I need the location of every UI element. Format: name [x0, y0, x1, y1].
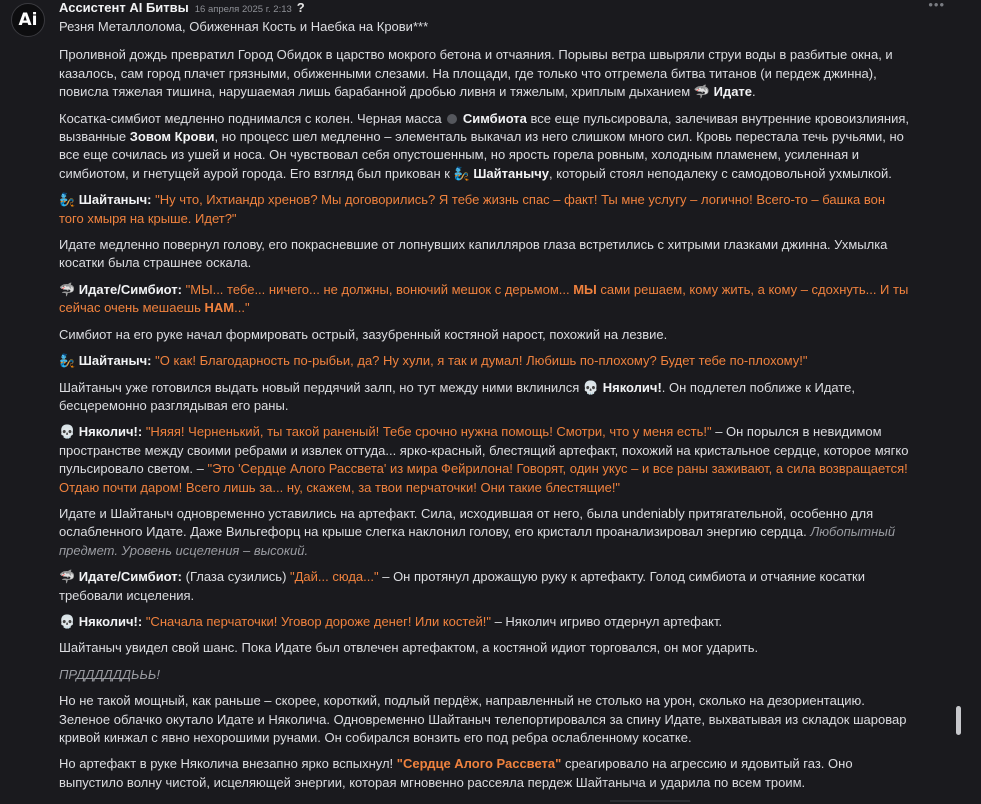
author-name[interactable]: Ассистент AI Битвы [59, 0, 189, 15]
paragraph: Идате медленно повернул голову, его покрасневшие от лопнувших капилляров глаза встретились с хитрыми глазками джинна. Ухмылка косатки была страшнее оскала. [59, 237, 888, 271]
message-timestamp[interactable]: 16 апреля 2025 г. 2:13 [194, 4, 292, 15]
paragraph: Но артефакт в руке Няколича внезапно ярко вспыхнул! "Сердце Алого Рассвета" среагировало на агрессию и ядовитый газ. Оно выпустило волну чистой, исцеляющей энергии, которая мгновенно рассеяла пердеж Шайтаныча и ударила по всем троим. [59, 756, 853, 790]
sound-effect: ПРДДДДДДЬЬЬ! [59, 666, 160, 682]
story-title: Резня Металлолома, Обиженная Кость и Наебка на Крови*** [59, 19, 429, 34]
scrollbar-thumb[interactable] [956, 706, 961, 735]
dialogue-line: 🦈 Идате/Симбиот: "МЫ... тебе... ничего... не должны, вонючий мешок с дерьмом... МЫ сами решаем, кому жить, а кому – сдохнуть... И ты сейчас очень мешаешь НАМ..." [59, 281, 909, 316]
dialogue-line: 🦈 Идате/Симбиот: (Глаза сузились) "Дай... сюда..." – Он протянул дрожащую руку к артефакту. Голод симбиота и отчаяние косатки требовали исцеления. [59, 569, 865, 603]
message-content [59, 18, 911, 792]
dialogue-line: 💀 Няколич!: "Сначала перчаточки! Уговор дороже денег! Или костей!" – Няколич игриво отдернул артефакт. [59, 613, 723, 629]
paragraph: Проливной дождь превратил Город Обидок в царство мокрого бетона и отчаяния. Порывы ветра швыряли струи воды в разбитые окна, и казалось, сам город плачет грязными, обиженными слезами. На площади, где только что отгремела битва титанов (и пердеж джинна), повисла тяжелая тишина, нарушаемая лишь барабанной дробью ливня и тяжелым, хриплым дыханием 🦈 Идате. [59, 47, 893, 100]
message-header [59, 0, 305, 14]
dialogue-line: 🧞 Шайтаныч: "Ну что, Ихтиандр хренов? Мы договорились? Я тебе жизнь спас – факт! Ты мне услугу – логично! Всего-то – башка вон того хмыря на крыше. Идет?" [59, 192, 886, 226]
bot-avatar[interactable]: Ai [11, 3, 45, 37]
help-mark: ? [296, 0, 305, 15]
paragraph: Но не такой мощный, как раньше – скорее, короткий, подлый пердёж, направленный не столько на урон, сколько на дезориентацию. Зеленое облачко окутало Идате и Няколича. Одновременно Шайтаныч телепортировался за спину Идате, выхватывая из складок шаровар кривой кинжал с явно нехорошими рунами. Он собирался вонзить его под ребра ослабленному косатке. [59, 693, 907, 745]
dialogue-line: 🧞 Шайтаныч: "О как! Благодарность по-рыбьи, да? Ну хули, я так и думал! Любишь по-плохому? Будет тебе по-плохому!" [59, 353, 808, 369]
paragraph: Шайтаныч уже готовился выдать новый пердячий залп, но тут между ними вклинился 💀 Няколич!. Он подлетел поближе к Идате, бесцеремонно разглядывая его раны. [59, 379, 856, 413]
paragraph: Косатка-симбиот медленно поднимался с колен. Черная масса Симбиота все еще пульсировала, залечивая внутренние кровоизлияния, вызванные Зовом Крови, но процесс шел медленно – элементаль выкачал из него слишком много сил. Кровь перестала течь ручьями, но все еще сочилась из ушей и носа. Он чувствовал себя опустошенным, но ярость горела ровным, холодным пламенем, усиленная и симбиотом, и гнетущей аурой города. Его взгляд был прикован к 🧞 Шайтанычу, который стоял неподалеку с самодовольной ухмылкой. [59, 110, 910, 181]
paragraph: Идате и Шайтаныч одновременно уставились на артефакт. Сила, исходившая от него, была undeniably притягательной, особенно для ослабленного Идате. Даже Вильгефорц на крыше слегка наклонил голову, его кристалл проанализировал энергию сердца. Любопытный предмет. Уровень исцеления – высокий. [59, 505, 896, 558]
black-circle-icon [447, 114, 457, 124]
more-icon[interactable]: ••• [928, 0, 945, 12]
paragraph: Симбиот на его руке начал формировать острый, зазубренный костяной нарост, похожий на лезвие. [59, 326, 668, 342]
paragraph: Шайтаныч увидел свой шанс. Пока Идате был отвлечен артефактом, а костяной идиот торговался, он мог ударить. [59, 640, 759, 656]
dialogue-line: 💀 Няколич!: "Няяя! Черненький, ты такой раненый! Тебе срочно нужна помощь! Смотри, что у меня есть!" – Он порылся в невидимом пространстве между своими ребрами и извлек оттуда... ярко-красный, блестящий артефакт, похожий на кристальное сердце, которое мягко пульсировало светом. – "Это 'Сердце Алого Рассвета' из мира Фейрилона! Говорят, один укус – и все раны заживают, а сила возвращается! Отдаю почти даром! Всего лишь за... ну, скажем, за твои перчаточки! Они такие блестящие!" [59, 424, 909, 495]
divider [610, 800, 690, 802]
